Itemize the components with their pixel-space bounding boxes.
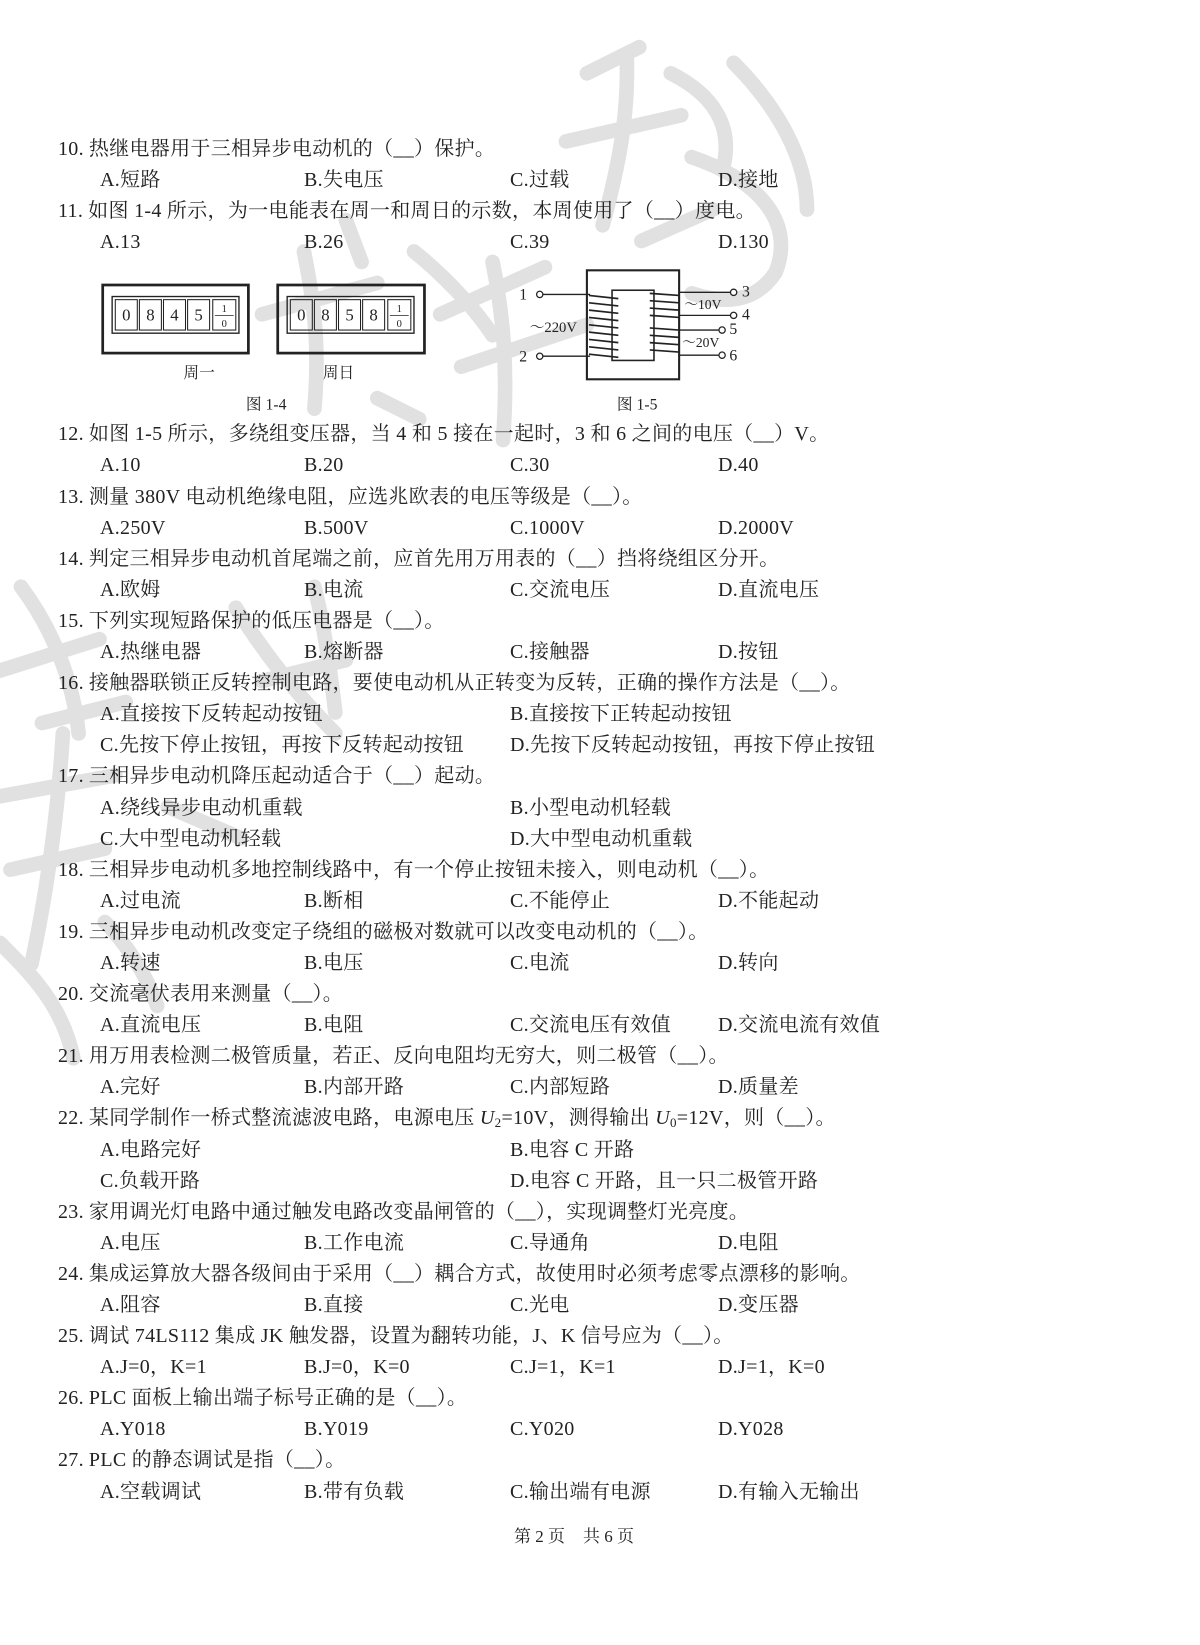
question-number: 15. xyxy=(58,609,84,632)
question-22 xyxy=(0,1103,1200,1134)
question-stem: 热继电器用于三相异步电动机的（__）保护。 xyxy=(88,138,496,160)
question-number: 14. xyxy=(58,547,84,570)
question-number: 25. xyxy=(58,1325,84,1348)
voltage-subscript: 0 xyxy=(669,1115,677,1131)
option-d: D.130 xyxy=(718,231,769,254)
question-stem-part: 某同学制作一桥式整流滤波电路，电源电压 xyxy=(88,1107,480,1130)
option-b: B.直接按下正转起动按钮 xyxy=(510,703,732,726)
question-list xyxy=(0,134,1200,1508)
option-b: B.失电压 xyxy=(304,169,384,192)
question-25 xyxy=(0,1321,1200,1352)
option-d: D.不能起动 xyxy=(718,889,820,912)
option-a: A.直接按下反转起动按钮 xyxy=(100,703,324,726)
option-c: C.Y020 xyxy=(510,1418,575,1441)
question-stem: PLC 面板上输出端子标号正确的是（__）。 xyxy=(88,1387,468,1410)
option-b: B.小型电动机轻载 xyxy=(510,796,672,819)
question-stem-part: =12V，则（__）。 xyxy=(676,1107,836,1130)
page-number: 第 2 页 xyxy=(514,1527,565,1546)
options-24 xyxy=(0,1290,1200,1321)
meter-sunday-label: 周日 xyxy=(322,365,355,383)
option-b: B.电流 xyxy=(304,578,364,601)
option-c: C.输出端有电源 xyxy=(510,1480,651,1503)
option-b: B.Y019 xyxy=(304,1418,369,1441)
question-stem: 如图 1-5 所示，多绕组变压器，当 4 和 5 接在一起时，3 和 6 之间的电压（__）V。 xyxy=(88,423,830,446)
question-17 xyxy=(0,761,1200,792)
option-d: D.大中型电动机重载 xyxy=(510,827,693,850)
question-10 xyxy=(0,134,1200,165)
option-c: C.J=1，K=1 xyxy=(510,1356,616,1379)
option-d: D.直流电压 xyxy=(718,578,820,601)
options-27 xyxy=(0,1477,1200,1508)
options-23 xyxy=(0,1228,1200,1259)
question-number: 11. xyxy=(58,200,84,223)
option-d: D.接地 xyxy=(718,169,779,192)
options-16-row-1 xyxy=(0,699,1200,730)
question-21 xyxy=(0,1041,1200,1072)
meter-sunday-digit: 0 xyxy=(297,305,306,325)
voltage-symbol: U xyxy=(655,1107,670,1130)
question-stem: 判定三相异步电动机首尾端之前，应首先用万用表的（__）挡将绕组区分开。 xyxy=(88,547,780,570)
option-a: A.10 xyxy=(100,454,141,477)
terminal-3-label: 3 xyxy=(742,283,750,301)
option-c: C.接触器 xyxy=(510,641,590,664)
option-a: A.阻容 xyxy=(100,1294,161,1316)
question-number: 12. xyxy=(58,423,84,446)
question-stem: 家用调光灯电路中通过触发电路改变晶闸管的（__），实现调整灯光亮度。 xyxy=(88,1200,750,1223)
option-d: D.电阻 xyxy=(718,1231,779,1254)
option-a: A.250V xyxy=(100,516,166,539)
options-10 xyxy=(0,165,1200,196)
option-b: B.26 xyxy=(304,231,344,254)
meter-sunday-digit: 5 xyxy=(345,305,354,325)
meter-sunday-fraction-bottom: 0 xyxy=(396,318,402,330)
question-27 xyxy=(0,1445,1200,1476)
option-d: D.2000V xyxy=(718,516,794,539)
meter-monday-fraction-bottom: 0 xyxy=(221,318,227,330)
option-b: B.电容 C 开路 xyxy=(510,1138,635,1161)
question-number: 26. xyxy=(58,1387,84,1410)
question-number: 18. xyxy=(58,858,84,881)
option-c: C.39 xyxy=(510,231,550,254)
question-number: 27. xyxy=(58,1449,84,1472)
meter-sunday-fraction-top: 1 xyxy=(396,304,402,316)
option-b: B.带有负载 xyxy=(304,1480,405,1503)
question-stem: 如图 1-4 所示，为一电能表在周一和周日的示数，本周使用了（__）度电。 xyxy=(88,200,756,223)
question-stem-part: =10V，测得输出 xyxy=(501,1107,656,1130)
option-d: D.先按下反转起动按钮，再按下停止按钮 xyxy=(510,734,876,757)
option-a: A.绕线异步电动机重载 xyxy=(100,796,303,819)
question-16 xyxy=(0,668,1200,699)
question-stem: 调试 74LS112 集成 JK 触发器，设置为翻转功能，J、K 信号应为（__）。 xyxy=(88,1325,734,1348)
meter-monday-digit: 5 xyxy=(194,305,203,325)
options-12 xyxy=(0,450,1200,481)
option-c: C.导通角 xyxy=(510,1231,590,1254)
option-b: B.断相 xyxy=(304,889,364,912)
option-d: D.交流电流有效值 xyxy=(718,1014,881,1037)
meter-sunday-digit: 8 xyxy=(321,305,330,325)
terminal-6-label: 6 xyxy=(729,347,738,365)
question-stem: 下列实现短路保护的低压电器是（__）。 xyxy=(88,609,445,632)
option-a: A.电路完好 xyxy=(100,1138,202,1161)
options-13 xyxy=(0,513,1200,544)
option-a: A.Y018 xyxy=(100,1418,166,1441)
question-number: 22. xyxy=(58,1107,84,1130)
question-14 xyxy=(0,544,1200,575)
option-a: A.电压 xyxy=(100,1231,161,1254)
meter-monday-label: 周一 xyxy=(183,365,215,383)
option-a: A.13 xyxy=(100,231,141,254)
option-a: A.过电流 xyxy=(100,889,181,912)
question-stem: 三相异步电动机多地控制线路中，有一个停止按钮未接入，则电动机（__）。 xyxy=(88,858,770,881)
option-b: B.J=0，K=0 xyxy=(304,1356,410,1379)
option-b: B.直接 xyxy=(304,1294,364,1316)
meter-sunday-digit: 8 xyxy=(369,305,378,325)
option-b: B.电压 xyxy=(304,951,364,974)
option-d: D.有输入无输出 xyxy=(718,1480,860,1503)
meter-monday-digit: 4 xyxy=(170,305,179,325)
option-c: C.电流 xyxy=(510,951,570,974)
option-d: D.40 xyxy=(718,454,759,477)
question-number: 13. xyxy=(58,485,84,508)
option-c: C.过载 xyxy=(510,169,570,192)
options-22-row-1 xyxy=(0,1135,1200,1166)
question-stem: 测量 380V 电动机绝缘电阻，应选兆欧表的电压等级是（__）。 xyxy=(88,485,643,508)
question-18 xyxy=(0,855,1200,886)
question-11 xyxy=(0,196,1200,227)
page-total: 共 6 页 xyxy=(583,1527,634,1546)
option-a: A.短路 xyxy=(100,169,161,192)
option-b: B.500V xyxy=(304,516,369,539)
option-d: D.J=1，K=0 xyxy=(718,1356,825,1379)
option-c: C.交流电压 xyxy=(510,578,611,601)
terminal-5-label: 5 xyxy=(729,321,738,339)
option-c: C.负载开路 xyxy=(100,1169,201,1192)
meter-monday-fraction-top: 1 xyxy=(221,304,227,316)
option-a: A.J=0，K=1 xyxy=(100,1356,207,1379)
options-26 xyxy=(0,1414,1200,1445)
option-c: C.光电 xyxy=(510,1294,570,1316)
question-number: 23. xyxy=(58,1200,84,1223)
option-a: A.转速 xyxy=(100,951,161,974)
option-a: A.完好 xyxy=(100,1076,161,1099)
options-17-row-1 xyxy=(0,793,1200,824)
question-stem: 交流毫伏表用来测量（__）。 xyxy=(88,983,344,1006)
option-d: D.变压器 xyxy=(718,1294,799,1316)
option-d: D.按钮 xyxy=(718,641,779,664)
question-number: 16. xyxy=(58,672,84,695)
options-22-row-2 xyxy=(0,1166,1200,1197)
options-20 xyxy=(0,1010,1200,1041)
figure-area xyxy=(0,258,1200,419)
option-a: A.热继电器 xyxy=(100,641,202,664)
options-11 xyxy=(0,227,1200,258)
option-a: A.欧姆 xyxy=(100,578,161,601)
options-25 xyxy=(0,1352,1200,1383)
option-b: B.内部开路 xyxy=(304,1076,405,1099)
options-19 xyxy=(0,948,1200,979)
figure-1-5-caption: 图 1-5 xyxy=(616,396,658,414)
question-15 xyxy=(0,606,1200,637)
question-stem: PLC 的静态调试是指（__）。 xyxy=(88,1449,346,1472)
question-13 xyxy=(0,482,1200,513)
question-number: 24. xyxy=(58,1262,84,1285)
question-24 xyxy=(0,1259,1200,1290)
terminal-1-label: 1 xyxy=(519,286,528,304)
primary-voltage-label: ～220V xyxy=(529,320,577,337)
question-number: 19. xyxy=(58,920,84,943)
option-c: C.大中型电动机轻载 xyxy=(100,827,282,850)
option-d: D.Y028 xyxy=(718,1418,784,1441)
question-stem: 集成运算放大器各级间由于采用（__）耦合方式，故使用时必须考虑零点漂移的影响。 xyxy=(88,1262,861,1285)
question-number: 20. xyxy=(58,983,84,1006)
secondary-voltage-3-4-label: ～10V xyxy=(684,297,722,313)
voltage-symbol: U xyxy=(479,1107,495,1130)
options-17-row-2 xyxy=(0,824,1200,855)
question-20 xyxy=(0,979,1200,1010)
option-d: D.电容 C 开路，且一只二极管开路 xyxy=(510,1169,819,1192)
option-b: B.熔断器 xyxy=(304,641,384,664)
options-14 xyxy=(0,575,1200,606)
option-b: B.工作电流 xyxy=(304,1231,405,1254)
secondary-voltage-5-6-label: ～20V xyxy=(682,334,720,350)
option-c: C.不能停止 xyxy=(510,889,611,912)
terminal-4-label: 4 xyxy=(742,306,750,324)
question-stem: 三相异步电动机改变定子绕组的磁极对数就可以改变电动机的（__）。 xyxy=(88,920,709,943)
question-26 xyxy=(0,1383,1200,1414)
question-stem: 接触器联锁正反转控制电路，要使电动机从正转变为反转，正确的操作方法是（__）。 xyxy=(88,672,851,695)
option-d: D.转向 xyxy=(718,951,779,974)
page-footer xyxy=(454,1525,694,1549)
question-number: 21. xyxy=(58,1045,84,1068)
question-12 xyxy=(0,419,1200,450)
options-15 xyxy=(0,637,1200,668)
question-23 xyxy=(0,1197,1200,1228)
options-16-row-2 xyxy=(0,730,1200,761)
option-c: C.先按下停止按钮，再按下反转起动按钮 xyxy=(100,734,465,757)
option-c: C.交流电压有效值 xyxy=(510,1014,672,1037)
figure-1-4-caption: 图 1-4 xyxy=(245,396,287,414)
options-18 xyxy=(0,886,1200,917)
option-c: C.30 xyxy=(510,454,550,477)
meter-monday-digit: 8 xyxy=(146,305,155,325)
option-c: C.内部短路 xyxy=(510,1076,611,1099)
question-stem: 三相异步电动机降压起动适合于（__）起动。 xyxy=(88,765,496,788)
option-b: B.电阻 xyxy=(304,1014,364,1037)
option-b: B.20 xyxy=(304,454,344,477)
meter-monday-digit: 0 xyxy=(122,305,131,325)
options-21 xyxy=(0,1072,1200,1103)
option-a: A.空载调试 xyxy=(100,1480,202,1503)
option-a: A.直流电压 xyxy=(100,1014,202,1037)
voltage-subscript: 2 xyxy=(494,1115,502,1131)
option-c: C.1000V xyxy=(510,516,585,539)
option-d: D.质量差 xyxy=(718,1076,799,1099)
terminal-2-label: 2 xyxy=(519,348,528,366)
question-stem: 用万用表检测二极管质量，若正、反向电阻均无穷大，则二极管（__）。 xyxy=(88,1045,729,1068)
question-19 xyxy=(0,917,1200,948)
question-number: 10. xyxy=(58,138,84,160)
question-number: 17. xyxy=(58,765,84,788)
